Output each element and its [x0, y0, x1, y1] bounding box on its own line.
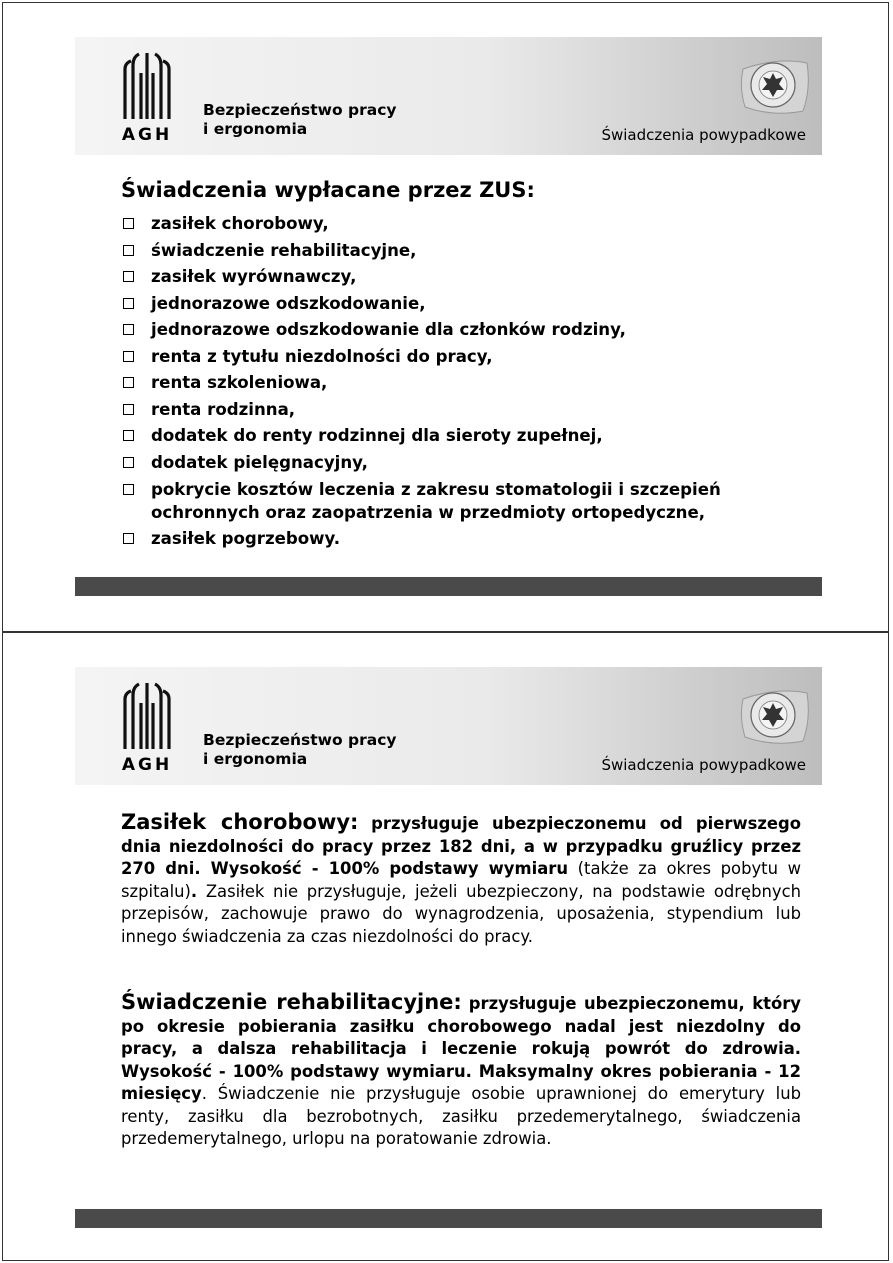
- logo-text: AGH: [121, 755, 173, 775]
- checkbox-bullet-icon: [123, 218, 134, 229]
- list-item: zasiłek chorobowy,: [121, 211, 811, 238]
- agh-logo: [119, 679, 175, 775]
- course-title-line1: Bezpieczeństwo pracy: [203, 731, 397, 749]
- checkbox-bullet-icon: [123, 457, 134, 468]
- term-rehabilitation-benefit: Świadczenie rehabilitacyjne:: [121, 990, 462, 1014]
- course-title: [203, 731, 397, 769]
- slide-title: Świadczenia wypłacane przez ZUS:: [121, 178, 535, 202]
- section-title: Świadczenia powypadkowe: [601, 756, 806, 774]
- seal-emblem-icon: [737, 55, 811, 117]
- section-title: Świadczenia powypadkowe: [601, 126, 806, 144]
- checkbox-bullet-icon: [123, 484, 134, 495]
- list-item: renta rodzinna,: [121, 397, 811, 424]
- course-title-line2: i ergonomia: [203, 120, 308, 138]
- agh-logo-icon: [119, 679, 175, 755]
- footer-bar: [75, 1209, 822, 1228]
- course-title-line1: Bezpieczeństwo pracy: [203, 101, 397, 119]
- checkbox-bullet-icon: [123, 324, 134, 335]
- list-item: renta szkoleniowa,: [121, 370, 811, 397]
- checkbox-bullet-icon: [123, 404, 134, 415]
- checkbox-bullet-icon: [123, 245, 134, 256]
- list-item: zasiłek pogrzebowy.: [121, 526, 811, 553]
- list-item: zasiłek wyrównawczy,: [121, 264, 811, 291]
- checkbox-bullet-icon: [123, 298, 134, 309]
- term-sickness-benefit: Zasiłek chorobowy:: [121, 810, 359, 834]
- checkbox-bullet-icon: [123, 271, 134, 282]
- list-item: dodatek pielęgnacyjny,: [121, 450, 811, 477]
- checkbox-bullet-icon: [123, 533, 134, 544]
- list-item: dodatek do renty rodzinnej dla sieroty zupełnej,: [121, 423, 811, 450]
- slide-header: [75, 37, 822, 155]
- list-item: jednorazowe odszkodowanie,: [121, 291, 811, 318]
- list-item: świadczenie rehabilitacyjne,: [121, 238, 811, 265]
- course-title: [203, 101, 397, 139]
- list-item: jednorazowe odszkodowanie dla członków rodziny,: [121, 317, 811, 344]
- slide-1: [2, 2, 889, 632]
- footer-bar: [75, 577, 822, 596]
- rehabilitation-benefit-paragraph: Świadczenie rehabilitacyjne: przysługuje ubezpieczonemu, który po okresie pobierania zasiłku chorobowego nadal jest niezdolny do pracy, a dalsza rehabilitacja i leczenie rokują powrót do zdrowia. Wysokość - 100% podstawy wymiaru. Maksymalny okres pobierania - 12 miesięcy. Świadczenie nie przysługuje osobie uprawnionej do emerytury lub renty, zasiłku dla bezrobotnych, zasiłku przedemerytalnego, świadczenia przedemerytalnego, urlopu na poratowanie zdrowia.: [121, 990, 801, 1148]
- checkbox-bullet-icon: [123, 430, 134, 441]
- checkbox-bullet-icon: [123, 351, 134, 362]
- list-item: pokrycie kosztów leczenia z zakresu stomatologii i szczepień ochronnych oraz zaopatrzenia w przedmioty ortopedyczne,: [121, 476, 811, 526]
- list-item: renta z tytułu niezdolności do pracy,: [121, 344, 811, 371]
- logo-text: AGH: [121, 125, 173, 145]
- checkbox-bullet-icon: [123, 377, 134, 388]
- slide-header: [75, 667, 822, 785]
- agh-logo-icon: [119, 49, 175, 125]
- seal-emblem-icon: [737, 685, 811, 747]
- course-title-line2: i ergonomia: [203, 750, 308, 768]
- agh-logo: [119, 49, 175, 145]
- slide-2: [2, 632, 889, 1261]
- sickness-benefit-paragraph: Zasiłek chorobowy: przysługuje ubezpieczonemu od pierwszego dnia niezdolności do pracy przez 182 dni, a w przypadku gruźlicy przez 270 dni. Wysokość - 100% podstawy wymiaru (także za okres pobytu w szpitalu). Zasiłek nie przysługuje, jeżeli ubezpieczony, na podstawie odrębnych przepisów, zachowuje prawo do wynagrodzenia, uposażenia, stypendium lub innego świadczenia za czas niezdolności do pracy.: [121, 810, 802, 946]
- benefits-list: [121, 211, 811, 553]
